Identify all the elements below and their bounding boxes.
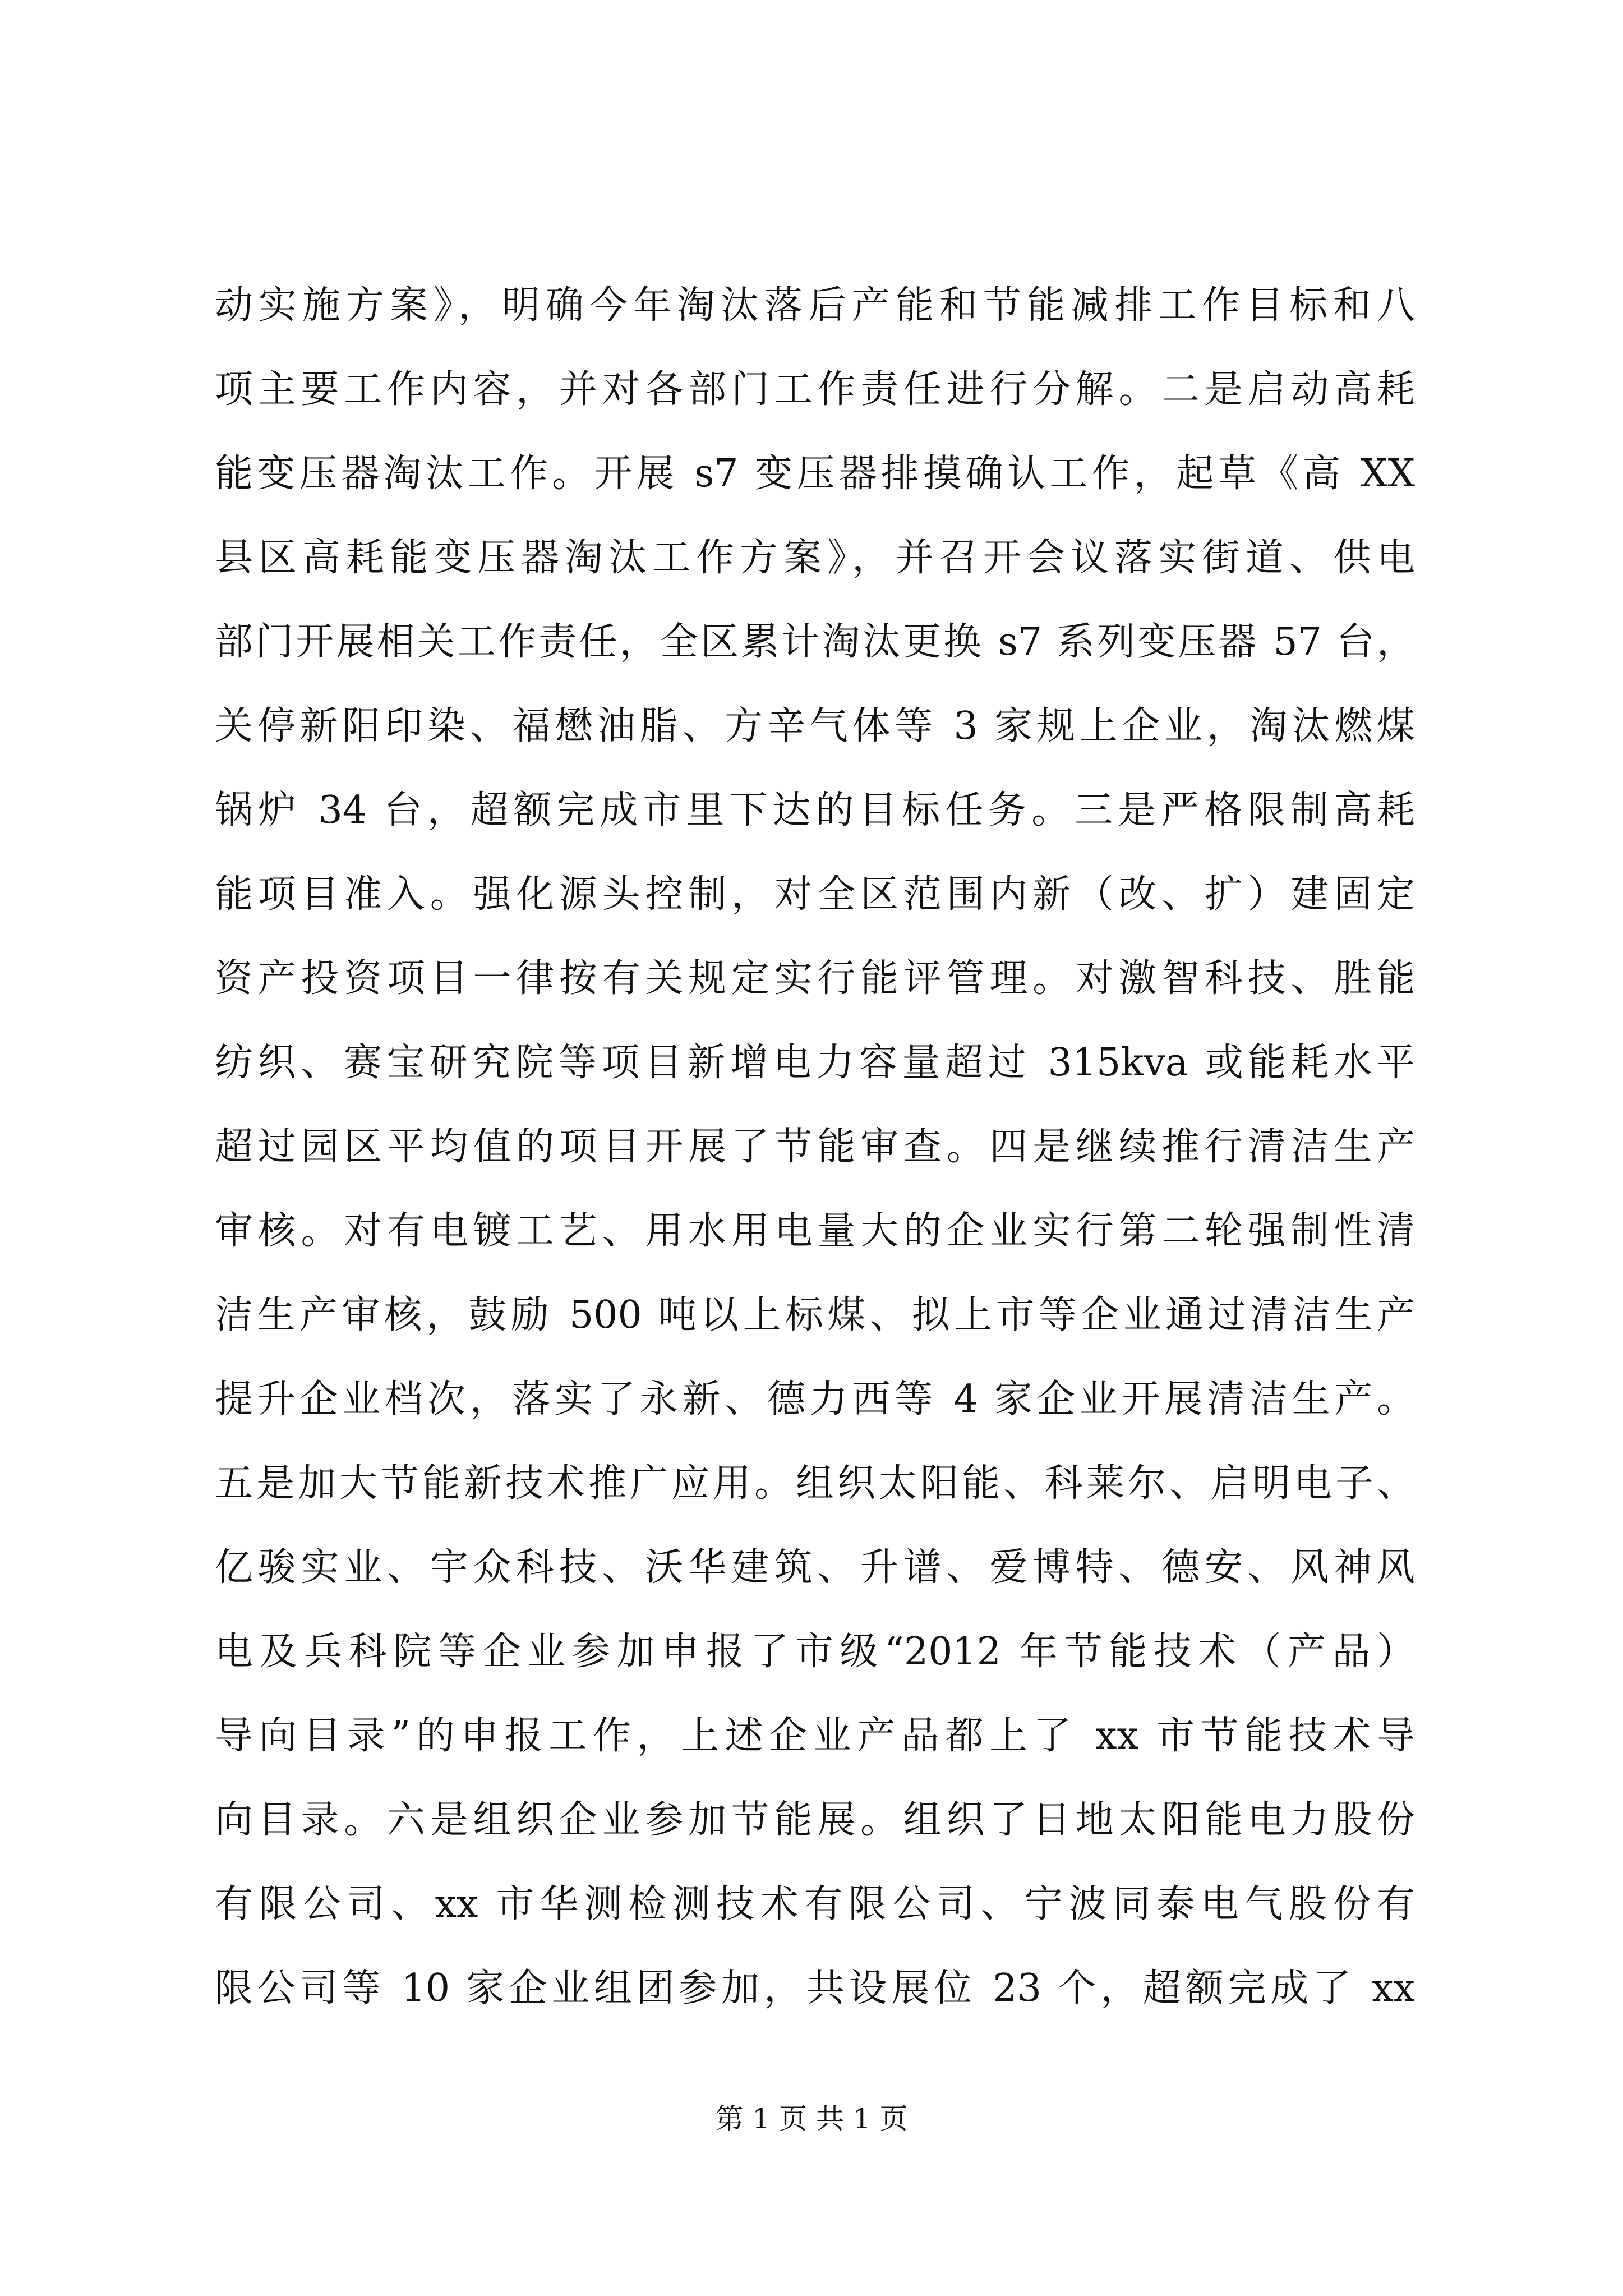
text-line: 向目录。六是组织企业参加节能展。组织了日地太阳能电力股份 xyxy=(215,1798,1415,1842)
text-line: 有限公司、xx 市华测检测技术有限公司、宁波同泰电气股份有 xyxy=(215,1882,1415,1926)
text-line: 关停新阳印染、福懋油脂、方辛气体等 3 家规上企业，淘汰燃煤 xyxy=(215,704,1415,748)
page-footer xyxy=(0,2099,1623,2138)
text-line: 限公司等 10 家企业组团参加，共设展位 23 个，超额完成了 xx xyxy=(215,1966,1415,2010)
text-line: 审核。对有电镀工艺、用水用电量大的企业实行第二轮强制性清 xyxy=(215,1209,1415,1253)
text-line: 电及兵科院等企业参加申报了市级“2012 年节能技术（产品） xyxy=(215,1630,1415,1674)
text-line: 项主要工作内容，并对各部门工作责任进行分解。二是启动高耗 xyxy=(215,367,1415,412)
text-line: 五是加大节能新技术推广应用。组织太阳能、科莱尔、启明电子、 xyxy=(215,1461,1415,1506)
text-line: 资产投资项目一律按有关规定实行能评管理。对激智科技、胜能 xyxy=(215,956,1415,1001)
text-line: 动实施方案》，明确今年淘汰落后产能和节能减排工作目标和八 xyxy=(215,283,1415,328)
text-line: 提升企业档次，落实了永新、德力西等 4 家企业开展清洁生产。 xyxy=(215,1377,1415,1421)
text-line: 超过园区平均值的项目开展了节能审查。四是继续推行清洁生产 xyxy=(215,1125,1415,1169)
text-line: 洁生产审核，鼓励 500 吨以上标煤、拟上市等企业通过清洁生产 xyxy=(215,1293,1415,1337)
body-text xyxy=(215,264,1415,2031)
text-line: 亿骏实业、宇众科技、沃华建筑、升谱、爱博特、德安、风神风 xyxy=(215,1545,1415,1590)
text-line: 能变压器淘汰工作。开展 s7 变压器排摸确认工作，起草《高 XX xyxy=(215,452,1415,496)
text-line: 县区高耗能变压器淘汰工作方案》，并召开会议落实街道、供电 xyxy=(215,536,1415,580)
page-number: 第 1 页 共 1 页 xyxy=(715,2102,908,2135)
text-line: 纺织、赛宝研究院等项目新增电力容量超过 315kva 或能耗水平 xyxy=(215,1041,1415,1085)
text-line: 导向目录”的申报工作，上述企业产品都上了 xx 市节能技术导 xyxy=(215,1714,1415,1758)
text-line: 能项目准入。强化源头控制，对全区范围内新（改、扩）建固定 xyxy=(215,872,1415,917)
text-line: 锅炉 34 台，超额完成市里下达的目标任务。三是严格限制高耗 xyxy=(215,788,1415,832)
text-line: 部门开展相关工作责任，全区累计淘汰更换 s7 系列变压器 57 台， xyxy=(215,620,1415,664)
